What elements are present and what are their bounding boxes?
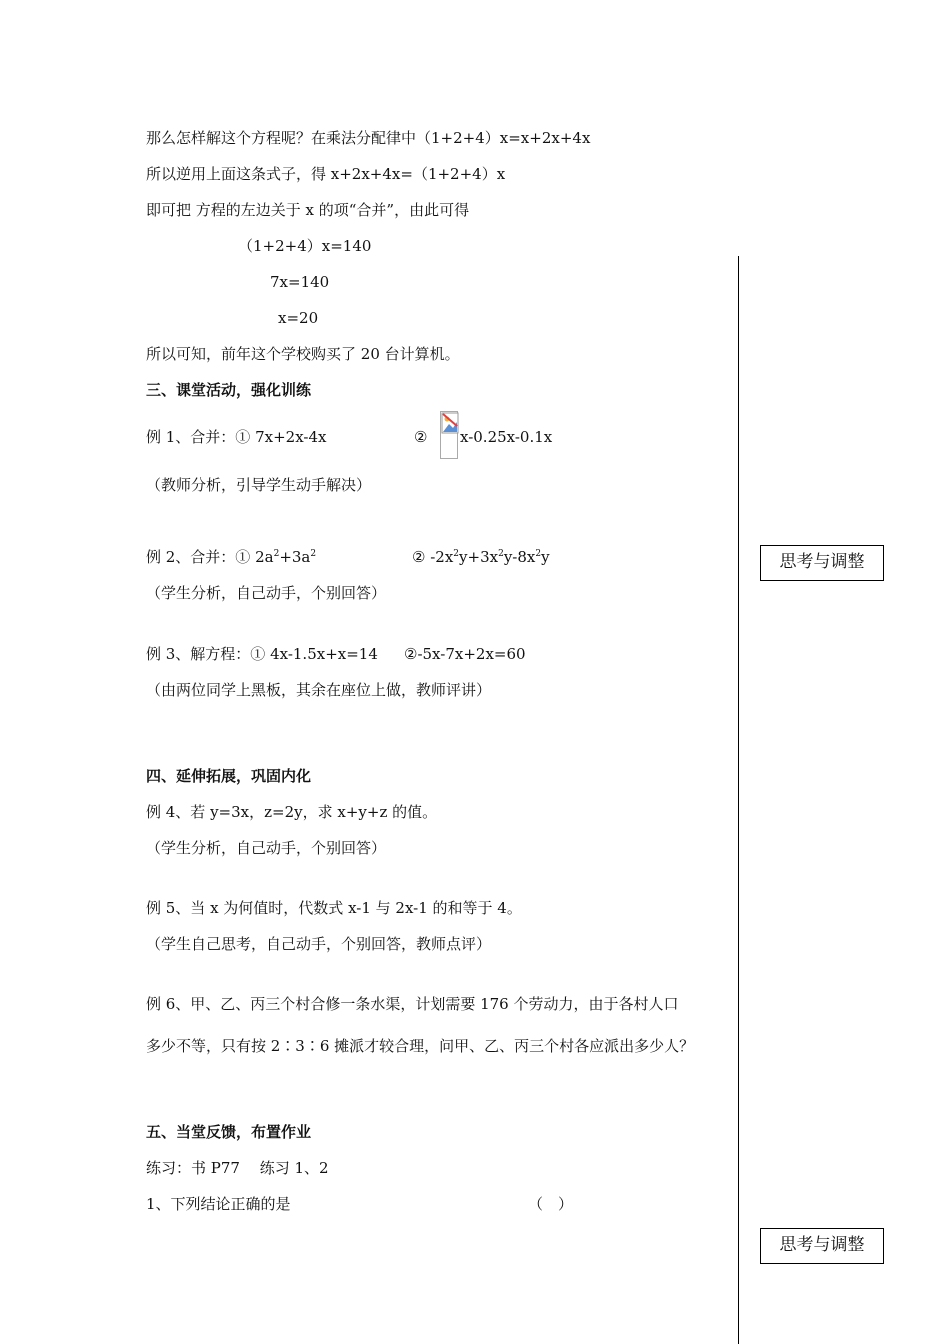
example-line: 例 6、甲、乙、丙三个村合修一条水渠，计划需要 176 个劳动力，由于各村人口 <box>146 995 679 1013</box>
reflection-box: 思考与调整 <box>760 1228 884 1264</box>
section-heading: 五、当堂反馈，布置作业 <box>146 1123 312 1141</box>
example-line: 例 2、合并：① $2a^2+3a^2$ <box>146 548 317 566</box>
question-line: 1、下列结论正确的是 <box>146 1195 291 1213</box>
margin-divider <box>738 256 739 1344</box>
example-line: ②-5x-7x+2x=60 <box>404 645 526 663</box>
reflection-box: 思考与调整 <box>760 545 884 581</box>
text-line: 所以可知，前年这个学校购买了 20 台计算机。 <box>146 345 460 363</box>
example-line: x-0.25x-0.1x <box>460 428 553 446</box>
practice-line: 练习：书 P77 练习 1、2 <box>146 1159 329 1177</box>
example-line: 例 5、当 x 为何值时，代数式 x-1 与 2x-1 的和等于 4。 <box>146 899 522 917</box>
example-line: 例 4、若 y=3x，z=2y，求 x+y+z 的值。 <box>146 803 438 821</box>
example-line: ② <box>414 428 428 446</box>
teacher-note: （学生自己思考，自己动手，个别回答，教师点评） <box>146 935 492 953</box>
example-line: ② $-2x^2y+3x^2y-8x^2y$ <box>412 548 550 566</box>
text-line: 那么怎样解这个方程呢？在乘法分配律中（1+2+4）x=x+2x+4x <box>146 129 591 147</box>
equation-line: 7x=140 <box>270 273 330 291</box>
section-heading: 四、延伸拓展，巩固内化 <box>146 767 312 785</box>
text-line: 所以逆用上面这条式子，得 x+2x+4x=（1+2+4）x <box>146 165 506 183</box>
example-line: 例 1、合并：① 7x+2x-4x <box>146 428 327 446</box>
example-line: 例 3、解方程：① 4x-1.5x+x=14 <box>146 645 378 663</box>
example-line: 多少不等，只有按 2∶3∶6 摊派才较合理，问甲、乙、丙三个村各应派出多少人？ <box>146 1037 695 1055</box>
equation-line: x=20 <box>278 309 319 327</box>
teacher-note: （由两位同学上黑板，其余在座位上做，教师评讲） <box>146 681 492 699</box>
text-line: 即可把 方程的左边关于 x 的项“合并”，由此可得 <box>146 201 470 219</box>
broken-image-icon <box>440 411 458 459</box>
teacher-note: （教师分析，引导学生动手解决） <box>146 476 372 494</box>
section-heading: 三、课堂活动，强化训练 <box>146 381 312 399</box>
teacher-note: （学生分析，自己动手，个别回答） <box>146 584 387 602</box>
answer-paren: （ ） <box>528 1195 574 1213</box>
equation-line: （1+2+4）x=140 <box>238 237 372 255</box>
teacher-note: （学生分析，自己动手，个别回答） <box>146 839 387 857</box>
